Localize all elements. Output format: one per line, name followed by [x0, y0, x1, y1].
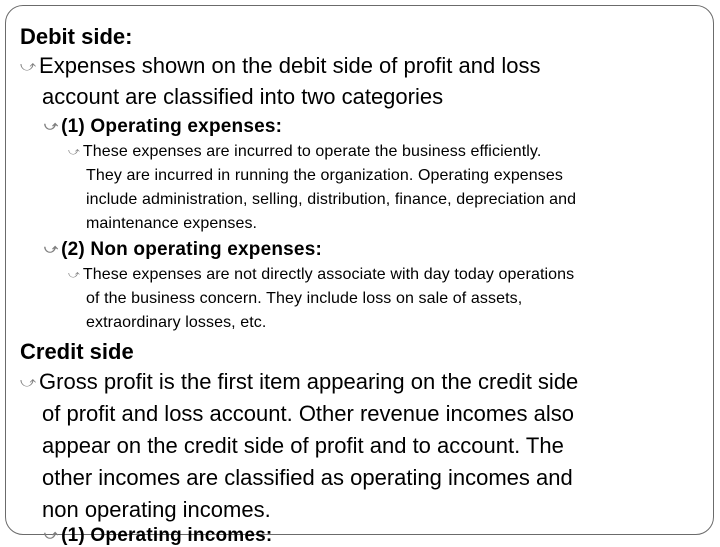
arrow-curve-bullet-icon: ⤻	[68, 145, 80, 158]
non-operating-expenses-line-1: ⤻ These expenses are not directly associate with day today operations	[68, 266, 575, 283]
operating-expenses-title: ⤻ (1) Operating expenses:	[44, 116, 283, 137]
debit-intro-line-2: account are classified into two categories	[42, 84, 444, 109]
operating-expenses-line-1: ⤻ These expenses are incurred to operate the business efficiently.	[68, 143, 542, 160]
non-operating-expenses-line-3: extraordinary losses, etc.	[86, 314, 267, 331]
arrow-curve-bullet-icon: ⤻	[44, 119, 59, 134]
credit-line-2: of profit and loss account. Other revenue incomes also	[42, 401, 574, 426]
debit-heading: Debit side:	[20, 24, 133, 49]
credit-line-3: appear on the credit side of profit and to account. The	[42, 433, 564, 458]
arrow-curve-bullet-icon: ⤻	[20, 57, 37, 75]
operating-incomes-title: ⤻ (1) Operating incomes:	[44, 525, 273, 546]
non-operating-expenses-title: ⤻ (2) Non operating expenses:	[44, 239, 322, 260]
credit-heading: Credit side	[20, 339, 134, 364]
operating-expenses-line-2: They are incurred in running the organization. Operating expenses	[86, 167, 564, 184]
credit-line-1: ⤻ Gross profit is the first item appearing on the credit side	[20, 369, 579, 394]
non-operating-expenses-line-2: of the business concern. They include loss on sale of assets,	[86, 290, 523, 307]
arrow-curve-bullet-icon: ⤻	[68, 268, 80, 281]
arrow-curve-bullet-icon: ⤻	[20, 373, 37, 391]
credit-line-5: non operating incomes.	[42, 497, 271, 522]
operating-expenses-line-3: include administration, selling, distribution, finance, depreciation and	[86, 191, 577, 208]
credit-line-4: other incomes are classified as operating incomes and	[42, 465, 573, 490]
arrow-curve-bullet-icon: ⤻	[44, 528, 59, 543]
debit-intro-line-1: ⤻ Expenses shown on the debit side of profit and loss	[20, 53, 541, 78]
operating-expenses-line-4: maintenance expenses.	[86, 215, 258, 232]
arrow-curve-bullet-icon: ⤻	[44, 242, 59, 257]
slide	[5, 5, 714, 546]
slide-content	[6, 6, 713, 546]
